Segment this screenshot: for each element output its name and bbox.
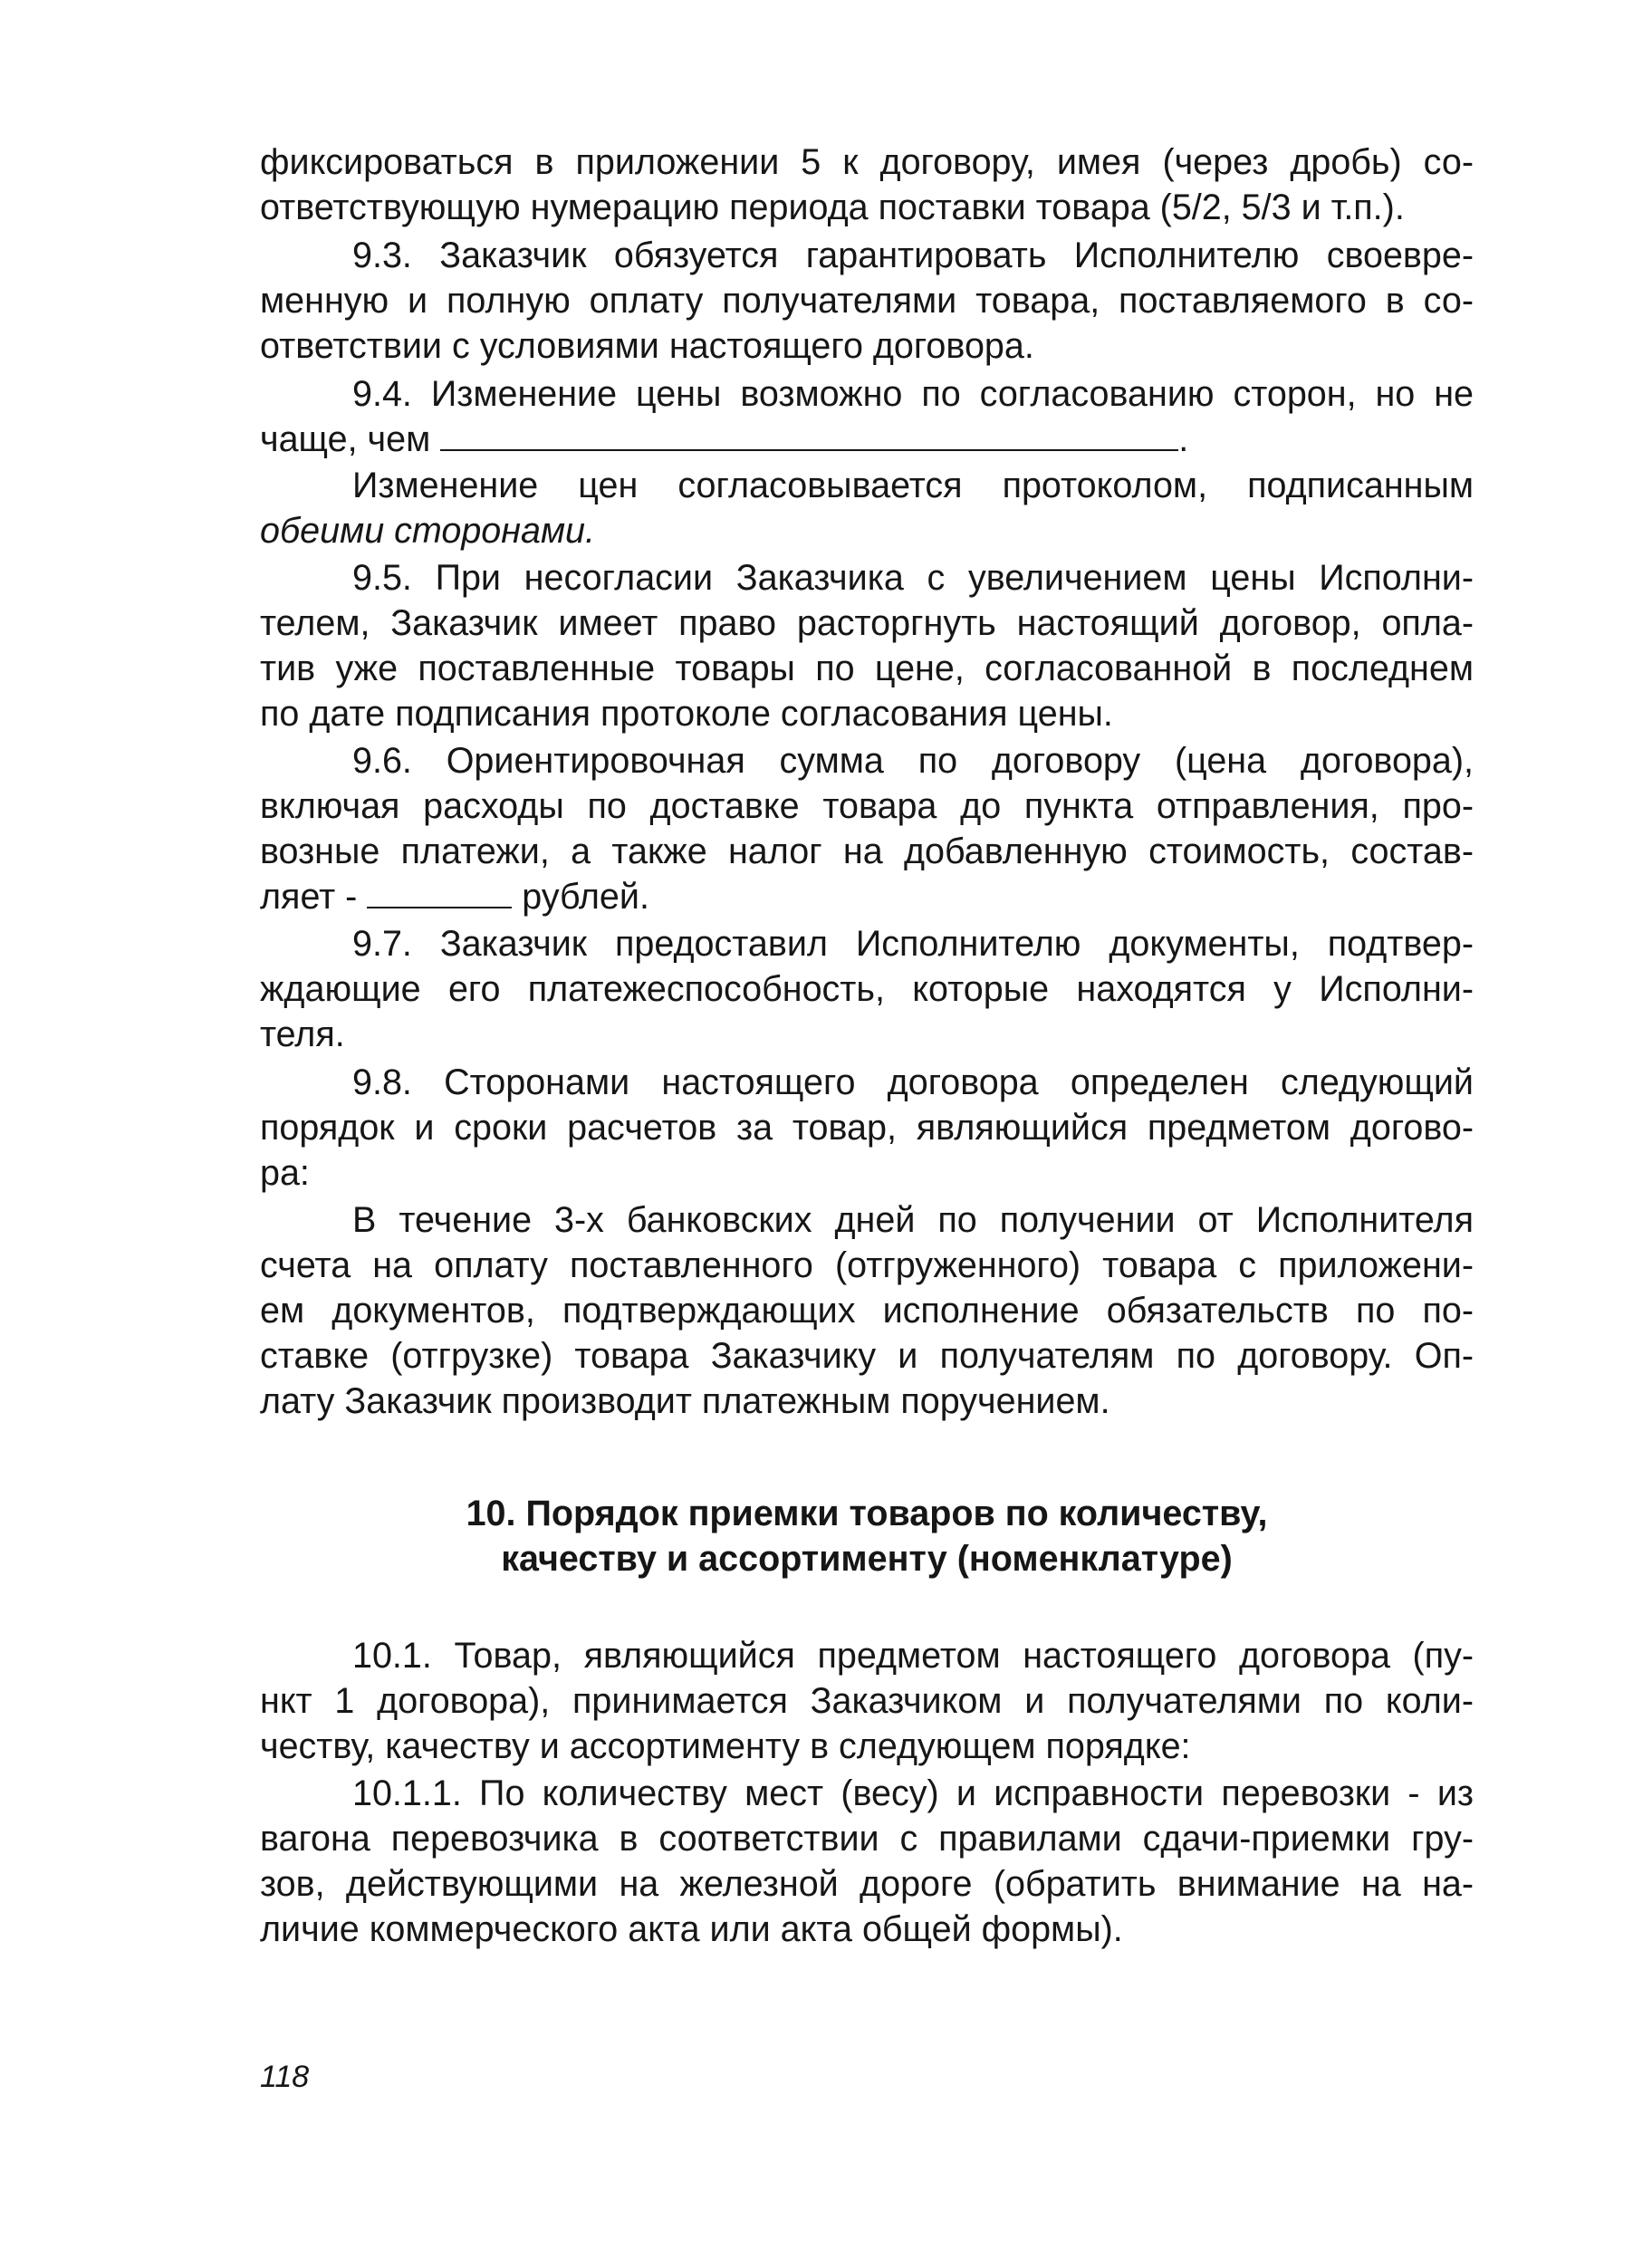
heading-line: 10. Порядок приемки товаров по количеству,	[466, 1494, 1268, 1533]
text-fragment: чаще, чем	[260, 419, 431, 459]
text-line-with-blank	[260, 874, 1474, 919]
paragraph-10-1	[260, 1633, 1474, 1769]
text-line: ставке (отгрузке) товара Заказчику и получателям по договору. Оп-	[260, 1336, 1474, 1376]
paragraph-10-1-1	[260, 1771, 1474, 1952]
text-line: включая расходы по доставке товара до пункта отправления, про-	[260, 786, 1474, 826]
text-line: ждающие его платежеспособность, которые находятся у Исполни-	[260, 969, 1474, 1009]
paragraph-9-7	[260, 921, 1474, 1057]
text-line: менную и полную оплату получателями товара, поставляемого в со-	[260, 281, 1474, 321]
text-line: возные платежи, а также налог на добавленную стоимость, состав-	[260, 831, 1474, 871]
text-fragment: рублей.	[522, 877, 649, 917]
paragraph-9-3	[260, 233, 1474, 369]
text-line: 9.8. Сторонами настоящего договора определен следующий	[352, 1062, 1474, 1102]
text-line: теля.	[260, 1014, 345, 1054]
text-line: нкт 1 договора), принимается Заказчиком и получателями по коли-	[260, 1681, 1474, 1721]
paragraph-9-4	[260, 371, 1474, 462]
text-line: 9.6. Ориентировочная сумма по договору (цена договора),	[352, 741, 1474, 781]
text-line: 10.1. Товар, являющийся предметом настоящего договора (пу-	[352, 1636, 1474, 1676]
text-line-with-blank	[260, 417, 1474, 462]
text-fragment: .	[1178, 419, 1189, 459]
text-line: телем, Заказчик имеет право расторгнуть настоящий договор, опла-	[260, 603, 1474, 643]
heading-line: качеству и ассортименту (номенклатуре)	[501, 1539, 1233, 1579]
page-number: 118	[260, 2060, 310, 2094]
text-line: счета на оплату поставленного (отгруженного) товара с приложени-	[260, 1245, 1474, 1285]
paragraph-9-6	[260, 738, 1474, 919]
text-line: вагона перевозчика в соответствии с правилами сдачи-приемки гру-	[260, 1819, 1474, 1859]
fill-in-blank	[367, 874, 512, 908]
section-heading	[260, 1491, 1474, 1581]
text-fragment: ляет -	[260, 877, 358, 917]
text-line	[260, 508, 1474, 553]
text-line: порядок и сроки расчетов за товар, являющийся предметом догово-	[260, 1108, 1474, 1148]
text-line: 9.4. Изменение цены возможно по согласованию сторон, но не	[352, 374, 1474, 414]
paragraph-intro	[260, 139, 1474, 230]
paragraph-9-8	[260, 1060, 1474, 1196]
text-line: ем документов, подтверждающих исполнение обязательств по по-	[260, 1291, 1474, 1331]
text-line: Изменение цен согласовывается протоколом, подписанным	[352, 466, 1474, 505]
text-line: тив уже поставленные товары по цене, согласованной в последнем	[260, 649, 1474, 688]
text-line: личие коммерческого акта или акта общей формы).	[260, 1909, 1123, 1949]
paragraph-9-8-terms	[260, 1197, 1474, 1424]
text-line: 10.1.1. По количеству мест (весу) и исправности перевозки - из	[352, 1773, 1474, 1813]
text-line: В течение 3-х банковских дней по получении от Исполнителя	[352, 1200, 1474, 1240]
text-line: фиксироваться в приложении 5 к договору, имея (через дробь) со-	[260, 142, 1474, 182]
text-line: 9.7. Заказчик предоставил Исполнителю документы, подтвер-	[352, 924, 1474, 964]
text-line: 9.3. Заказчик обязуется гарантировать Исполнителю своевре-	[352, 235, 1474, 275]
text-line: ответствующую нумерацию периода поставки товара (5/2, 5/3 и т.п.).	[260, 187, 1405, 227]
text-line: 9.5. При несогласии Заказчика с увеличением цены Исполни-	[352, 558, 1474, 598]
paragraph-9-5	[260, 555, 1474, 736]
paragraph-9-4-note	[260, 463, 1474, 553]
fill-in-blank	[440, 417, 1178, 451]
text-line: честву, качеству и ассортименту в следующем порядке:	[260, 1726, 1191, 1766]
text-line: ра:	[260, 1153, 310, 1193]
text-line: зов, действующими на железной дороге (обратить внимание на на-	[260, 1864, 1474, 1904]
italic-text: обеими сторонами.	[260, 511, 595, 551]
text-line: ответствии с условиями настоящего договора.	[260, 326, 1034, 366]
text-line: по дате подписания протоколе согласования цены.	[260, 694, 1113, 734]
text-line: лату Заказчик производит платежным поручением.	[260, 1381, 1110, 1421]
